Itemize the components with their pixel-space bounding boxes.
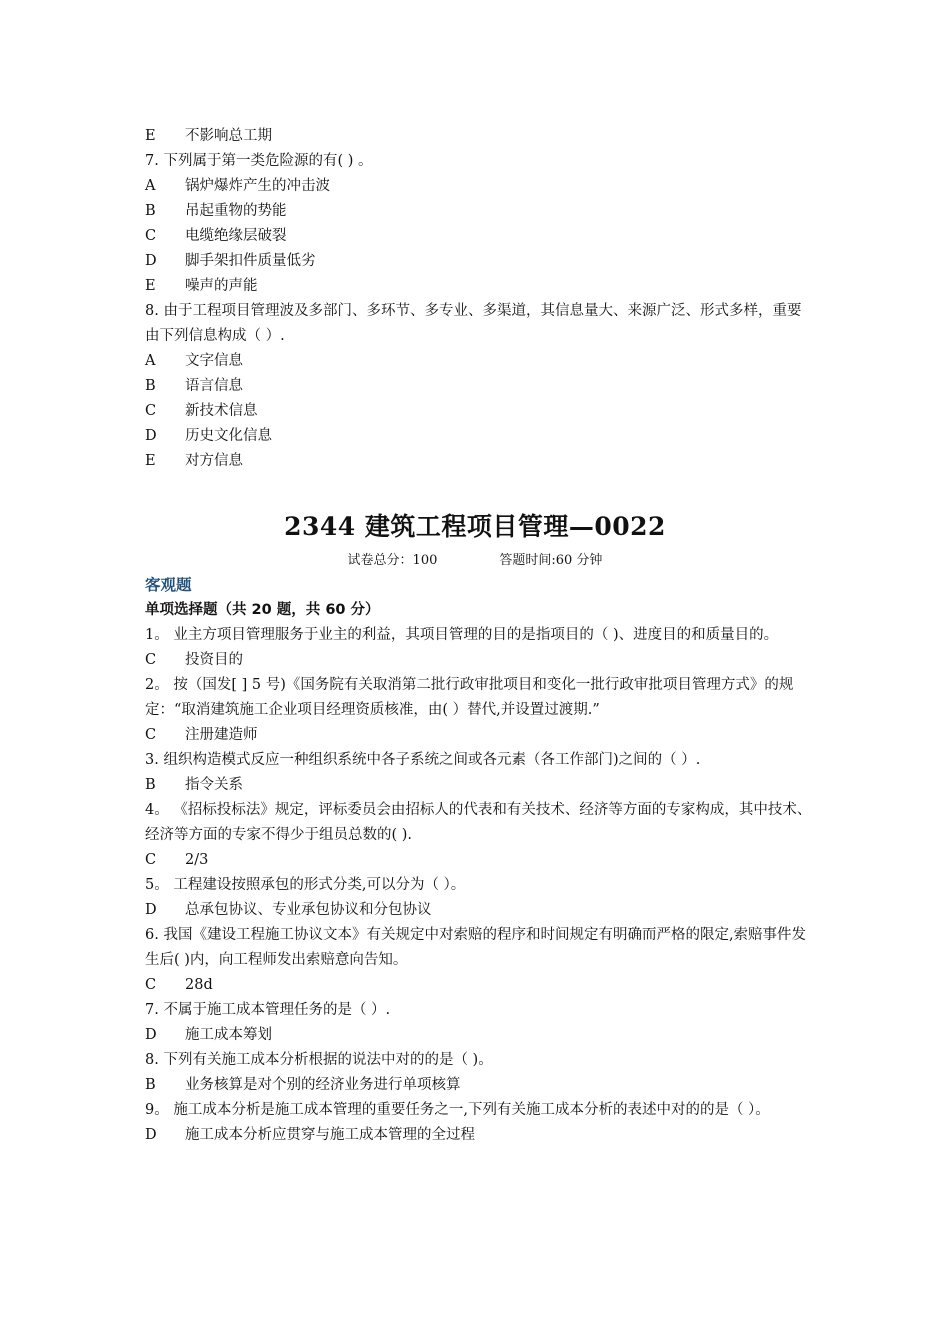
- option-row: [145, 199, 815, 224]
- answer-row: [145, 973, 815, 998]
- answer-text: 注册建造师: [185, 727, 258, 743]
- question-text: 6. 我国《建设工程施工协议文本》有关规定中对索赔的程序和时间规定有明确而严格的限定,索赔事件发生后( )内，向工程师发出索赔意向告知。: [145, 927, 807, 968]
- option-text: 脚手架扣件质量低劣: [185, 253, 316, 269]
- question-text: 7. 下列属于第一类危险源的有( ) 。: [145, 153, 373, 169]
- exam-title: 2344 建筑工程项目管理—0022: [284, 512, 666, 541]
- question-text: 8. 下列有关施工成本分析根据的说法中对的的是（ )。: [145, 1052, 493, 1068]
- answer-letter: C: [145, 652, 157, 668]
- question-text: 8. 由于工程项目管理波及多部门、多环节、多专业、多渠道，其信息量大、来源广泛、形式多样，重要由下列信息构成（ ）.: [145, 303, 802, 344]
- answer-row: [145, 898, 815, 923]
- option-text: 历史文化信息: [185, 428, 272, 444]
- option-letter: D: [145, 428, 157, 444]
- exam-body: [145, 572, 815, 1148]
- answer-row: [145, 773, 815, 798]
- option-row: [145, 399, 815, 424]
- answer-text: 28d: [185, 977, 213, 993]
- option-text: 噪声的声能: [185, 278, 258, 294]
- previous-questions: [145, 124, 815, 474]
- answer-row: [145, 723, 815, 748]
- subsection-heading: 单项选择题（共 20 题，共 60 分）: [145, 602, 380, 618]
- option-row: [145, 174, 815, 199]
- question-text: 4。 《招标投标法》规定，评标委员会由招标人的代表和有关技术、经济等方面的专家构成，其中技术、经济等方面的专家不得少于组员总数的( ).: [145, 802, 812, 843]
- option-row: [145, 124, 815, 149]
- option-text: 锅炉爆炸产生的冲击波: [185, 178, 330, 194]
- answer-text: 投资目的: [185, 652, 243, 668]
- option-letter: B: [145, 203, 156, 219]
- answer-text: 总承包协议、专业承包协议和分包协议: [185, 902, 432, 918]
- answer-row: [145, 848, 815, 873]
- answer-row: [145, 648, 815, 673]
- option-text: 不影响总工期: [185, 128, 272, 144]
- answer-letter: C: [145, 977, 157, 993]
- exam-time: 答题时间:60 分钟: [499, 553, 603, 568]
- option-letter: B: [145, 378, 156, 394]
- answer-text: 2/3: [185, 852, 209, 868]
- option-text: 吊起重物的势能: [185, 203, 287, 219]
- option-letter: E: [145, 278, 156, 294]
- option-text: 新技术信息: [185, 403, 258, 419]
- option-row: [145, 424, 815, 449]
- question-text: 2。 按（国发[ ] 5 号)《国务院有关取消第二批行政审批项目和变化一批行政审批项目管理方式》的规定：“取消建筑施工企业项目经理资质核准，由( ）替代,并设置过渡期.”: [145, 677, 794, 718]
- question-text: 9。 施工成本分析是施工成本管理的重要任务之一,下列有关施工成本分析的表述中对的的是（ ）。: [145, 1102, 770, 1118]
- answer-text: 业务核算是对个别的经济业务进行单项核算: [185, 1077, 461, 1093]
- answer-row: [145, 1123, 815, 1148]
- answer-letter: D: [145, 902, 157, 918]
- question-text: 5。 工程建设按照承包的形式分类,可以分为（ ）。: [145, 877, 466, 893]
- option-text: 对方信息: [185, 453, 243, 469]
- answer-letter: D: [145, 1127, 157, 1143]
- option-row: [145, 249, 815, 274]
- question-text: 3. 组织构造模式反应一种组织系统中各子系统之间或各元素（各工作部门)之间的（ ）.: [145, 752, 701, 768]
- option-row: [145, 349, 815, 374]
- section-heading: 客观题: [145, 576, 192, 594]
- option-letter: D: [145, 253, 157, 269]
- option-letter: C: [145, 403, 157, 419]
- exam-meta: [0, 549, 950, 568]
- option-letter: E: [145, 453, 156, 469]
- option-text: 语言信息: [185, 378, 243, 394]
- option-row: [145, 374, 815, 399]
- answer-text: 施工成本筹划: [185, 1027, 272, 1043]
- answer-letter: C: [145, 852, 157, 868]
- option-letter: A: [145, 178, 156, 194]
- option-letter: E: [145, 128, 156, 144]
- option-text: 电缆绝缘层破裂: [185, 228, 287, 244]
- option-row: [145, 224, 815, 249]
- question-text: 1。 业主方项目管理服务于业主的利益，其项目管理的目的是指项目的（ )、进度目的和质量目的。: [145, 627, 779, 643]
- option-letter: A: [145, 353, 156, 369]
- answer-text: 指令关系: [185, 777, 243, 793]
- answer-row: [145, 1023, 815, 1048]
- option-row: [145, 274, 815, 299]
- option-text: 文字信息: [185, 353, 243, 369]
- answer-letter: C: [145, 727, 157, 743]
- answer-letter: B: [145, 1077, 156, 1093]
- answer-row: [145, 1073, 815, 1098]
- answer-letter: B: [145, 777, 156, 793]
- total-score: 试卷总分：100: [347, 553, 438, 568]
- answer-letter: D: [145, 1027, 157, 1043]
- option-row: [145, 449, 815, 474]
- option-letter: C: [145, 228, 157, 244]
- answer-text: 施工成本分析应贯穿与施工成本管理的全过程: [185, 1127, 475, 1143]
- question-text: 7. 不属于施工成本管理任务的是（ ）.: [145, 1002, 391, 1018]
